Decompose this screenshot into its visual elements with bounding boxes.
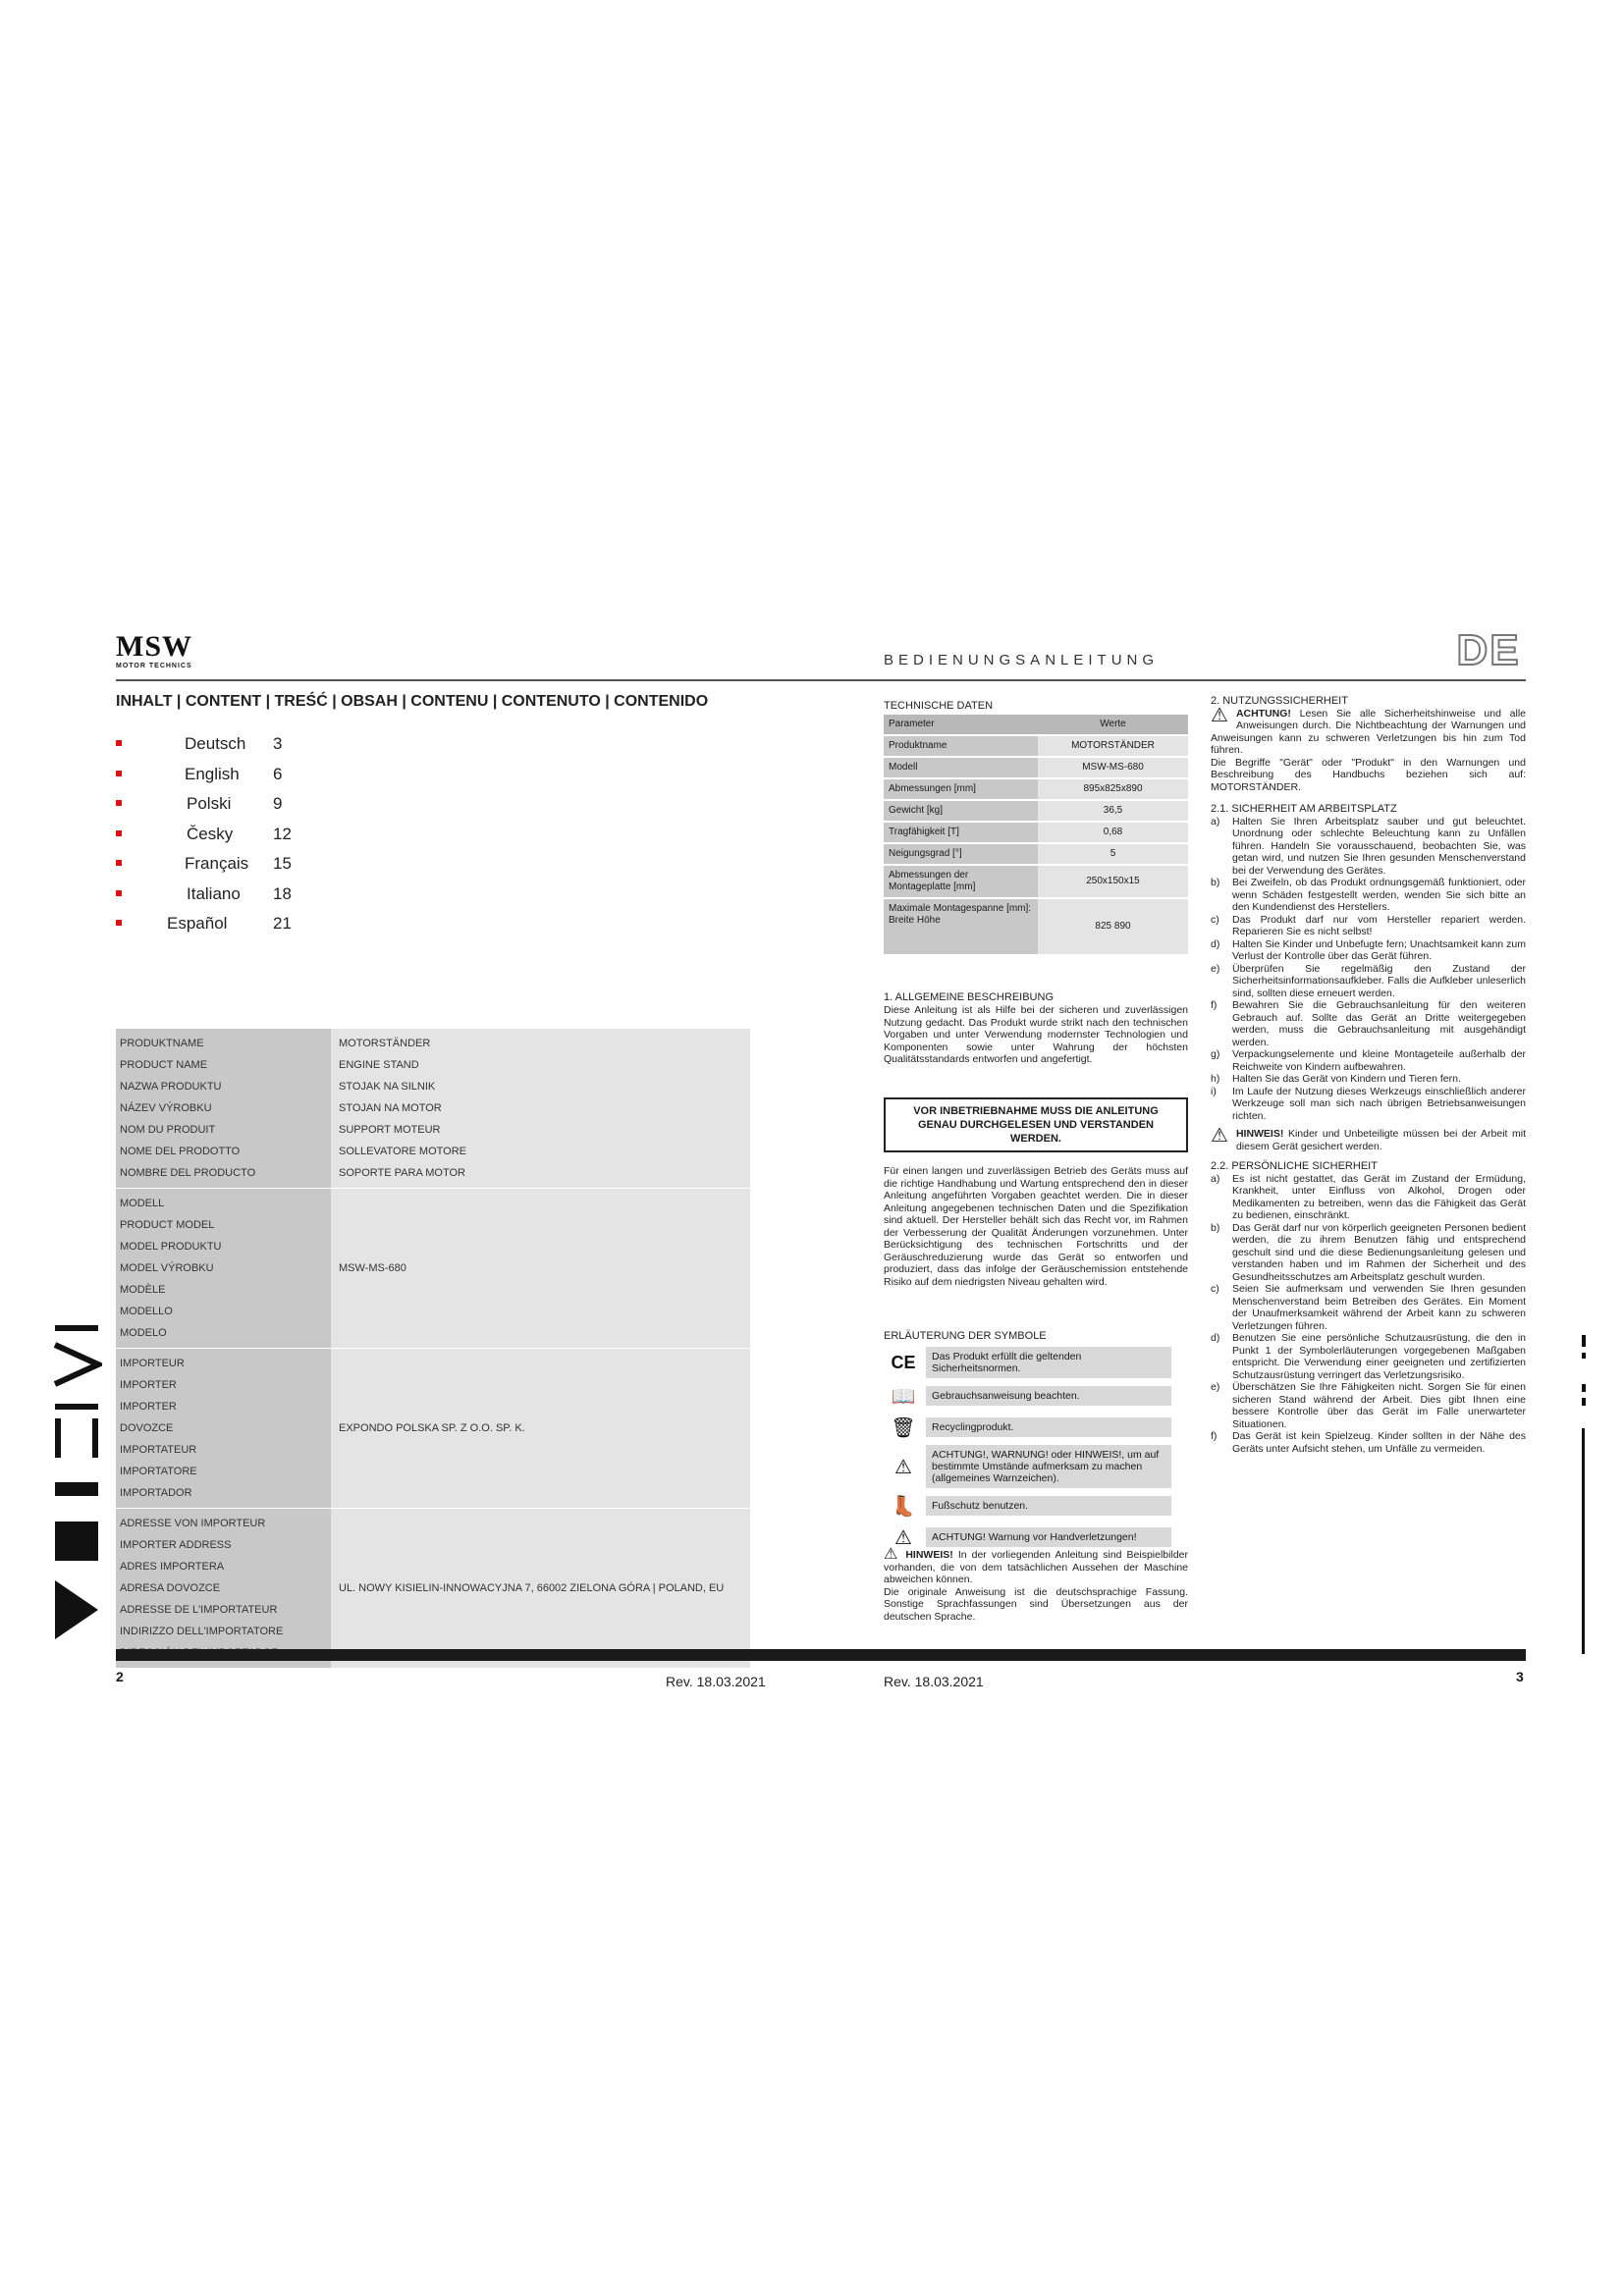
note-text: In der vorliegenden Anleitung sind Beispielbilder vorhanden, die von dem tatsächlichen Aussehen der Maschine abweichen können.	[884, 1549, 1188, 1585]
tech-table-header	[884, 715, 1188, 734]
list-text: Überprüfen Sie regelmäßig den Zustand der Sicherheitsinformationsaufkleber. Falls die Aufkleber unleserlich sind, sollten diese erneuert werden.	[1232, 962, 1526, 999]
product-field-value: SOLLEVATORE MOTORE	[339, 1146, 466, 1157]
list-marker: i)	[1211, 1085, 1217, 1097]
tech-row	[884, 899, 1188, 954]
product-field-label: MODÈLE	[120, 1284, 166, 1296]
tech-row	[884, 866, 1188, 897]
list-item	[1211, 1283, 1526, 1332]
product-field-label: NAZWA PRODUKTU	[120, 1081, 222, 1093]
read-manual-warning-box: VOR INBETRIEBNAHME MUSS DIE ANLEITUNG GENAU DURCHGELESEN UND VERSTANDEN WERDEN.	[884, 1097, 1188, 1152]
product-table-group	[116, 1349, 750, 1509]
product-field-value: UL. NOWY KISIELIN-INNOWACYJNA 7, 66002 ZIELONA GÓRA | POLAND, EU	[339, 1582, 725, 1594]
language-badge: DE	[1456, 626, 1521, 674]
list-text: Das Produkt darf nur vom Hersteller repariert werden. Reparieren Sie es nicht selbst!	[1232, 913, 1526, 937]
left-revision: Rev. 18.03.2021	[666, 1674, 766, 1689]
recycling-bin-icon: 🗑	[891, 1416, 916, 1439]
list-item	[1211, 1048, 1526, 1073]
tech-value: 250x150x15	[1038, 866, 1188, 897]
list-item	[1211, 963, 1526, 1000]
toc-lang: Deutsch	[185, 734, 246, 753]
tech-row	[884, 779, 1188, 799]
product-field-label: NOME DEL PRODOTTO	[120, 1146, 241, 1157]
toc-page: 12	[273, 824, 292, 843]
hint-label: HINWEIS!	[1235, 1128, 1284, 1140]
section1-text: Diese Anleitung ist als Hilfe bei der sicheren und zuverlässigen Nutzung gedacht. Das Produkt wurde strikt nach den technischen Vorgaben und unter Verwendung modernster Technologien und Komponenten sowie unter Wahrung der höchsten Qualitätsstandards entworfen und angefertigt.	[884, 1004, 1188, 1065]
note-label: HINWEIS!	[905, 1549, 953, 1561]
list-marker: f)	[1211, 999, 1218, 1011]
product-field-label: MODELL	[120, 1198, 165, 1209]
product-field-label: IMPORTATEUR	[120, 1444, 197, 1456]
list-marker: a)	[1211, 815, 1220, 828]
section2-title: 2. NUTZUNGSSICHERHEIT	[1211, 695, 1348, 707]
list-text: Halten Sie Kinder und Unbefugte fern; Unachtsamkeit kann zum Verlust der Kontrolle über das Gerät führen.	[1232, 937, 1526, 962]
left-page-number: 2	[116, 1669, 124, 1684]
bullet-icon	[116, 890, 122, 896]
foot-protection-icon: 👢	[891, 1495, 916, 1518]
tech-param: Tragfähigkeit [T]	[884, 823, 1038, 842]
tech-data-table	[884, 715, 1188, 956]
list-text: Bei Zweifeln, ob das Produkt ordnungsgemäß funktioniert, oder wenn Schäden festgestellt werden, wenden Sie sich bitte an den Kundendienst des Herstellers.	[1232, 877, 1526, 913]
product-field-value: SOPORTE PARA MOTOR	[339, 1167, 465, 1179]
symbol-row	[889, 1347, 1188, 1378]
toc-page: 3	[273, 734, 283, 753]
product-field-label: MODELLO	[120, 1306, 173, 1317]
warning-triangle-icon: ⚠	[894, 1456, 912, 1478]
hand-injury-warning-icon: ⚠	[894, 1526, 912, 1549]
right-page-number: 3	[1516, 1669, 1524, 1684]
symbol-row	[889, 1414, 1188, 1441]
list-item	[1211, 1173, 1526, 1222]
edge-mark	[1582, 1353, 1586, 1359]
list-text: Halten Sie Ihren Arbeitsplatz sauber und gut beleuchtet. Unordnung oder schlechte Beleuchtung kann zu Unfällen führen. Handeln Sie vorausschauend, beobachten Sie, was getan wird, und nutzen Sie Ihren gesunden Menschenverstand bei der Verwendung des Gerätes.	[1232, 815, 1526, 877]
product-field-value: MSW-MS-680	[339, 1262, 406, 1274]
tech-head-param: Parameter	[884, 715, 1038, 734]
toc-page: 15	[273, 854, 292, 873]
tech-value: 36,5	[1038, 801, 1188, 821]
toc-lang: English	[185, 764, 240, 783]
tech-row	[884, 736, 1188, 756]
product-field-label: NOM DU PRODUIT	[120, 1124, 216, 1136]
warning-triangle-icon: ⚠	[1211, 1128, 1228, 1147]
tech-value: 895x825x890	[1038, 779, 1188, 799]
product-field-label: NOMBRE DEL PRODUCTO	[120, 1167, 256, 1179]
list-text: Überschätzen Sie Ihre Fähigkeiten nicht. Sorgen Sie für einen sicheren Stand während der Arbeit. Dies gibt Ihnen eine bessere Kontrolle über das Gerät im Falle unerwarteter Situationen.	[1232, 1381, 1526, 1430]
tech-param: Produktname	[884, 736, 1038, 756]
product-field-label: IMPORTATORE	[120, 1466, 197, 1477]
tech-value: 5	[1038, 844, 1188, 864]
tech-param: Maximale Montagespanne [mm]: Breite Höhe	[884, 899, 1038, 954]
symbol-row	[889, 1492, 1188, 1520]
list-marker: e)	[1211, 962, 1220, 975]
logo-sub-text: MOTOR TECHNICS	[116, 663, 192, 669]
product-field-value: ENGINE STAND	[339, 1059, 419, 1071]
list-marker: g)	[1211, 1048, 1220, 1060]
product-info-table	[116, 1029, 750, 1669]
product-field-label: MODELO	[120, 1327, 167, 1339]
toc-lang: Česky	[187, 824, 234, 843]
list-text: Benutzen Sie eine persönliche Schutzausrüstung, die den in Punkt 1 der Symbolerläuterungen vorgegebenen Maßgaben entspricht. Die Verwendung einer geeigneten und zertifizierten Schutzausrüstung verringert das Verletzungsrisiko.	[1232, 1332, 1526, 1381]
tech-param: Neigungsgrad [°]	[884, 844, 1038, 864]
right-revision: Rev. 18.03.2021	[884, 1674, 984, 1689]
ce-mark-icon: CE	[891, 1352, 916, 1372]
product-field-value: EXPONDO POLSKA SP. Z O.O. SP. K.	[339, 1422, 525, 1434]
product-field-label: PRODUCT NAME	[120, 1059, 208, 1071]
product-field-label: IMPORTER	[120, 1401, 177, 1413]
warning-triangle-icon: ⚠	[884, 1546, 898, 1563]
product-field-value: MOTORSTÄNDER	[339, 1038, 431, 1049]
edge-mark	[1582, 1335, 1586, 1347]
product-table-group	[116, 1189, 750, 1349]
list-marker: b)	[1211, 877, 1220, 888]
bullet-icon	[116, 830, 122, 836]
tech-param: Modell	[884, 758, 1038, 777]
product-field-label: ADRESSE DE L'IMPORTATEUR	[120, 1604, 278, 1616]
product-field-label: PRODUKTNAME	[120, 1038, 204, 1049]
tech-title: TECHNISCHE DATEN	[884, 700, 994, 712]
toc-lang: Polski	[187, 794, 232, 813]
header-divider	[116, 679, 1526, 681]
tech-row	[884, 823, 1188, 842]
symbol-text: Fußschutz benutzen.	[926, 1496, 1171, 1516]
tech-value: MOTORSTÄNDER	[1038, 736, 1188, 756]
hint-text: Kinder und Unbeteiligte müssen bei der Arbeit mit diesem Gerät gesichert werden.	[1235, 1128, 1526, 1152]
list-marker: a)	[1211, 1172, 1220, 1185]
warn-label: ACHTUNG!	[1235, 707, 1291, 720]
tech-row	[884, 844, 1188, 864]
toc-page: 18	[273, 883, 292, 903]
product-field-label: MODEL PRODUKTU	[120, 1241, 222, 1253]
list-text: Verpackungselemente und kleine Montageteile außerhalb der Reichweite von Kindern aufbewahren.	[1232, 1048, 1526, 1073]
list-item	[1211, 877, 1526, 914]
symbol-text: ACHTUNG! Warnung vor Handverletzungen!	[926, 1527, 1171, 1547]
product-field-label: ADRESSE VON IMPORTEUR	[120, 1518, 266, 1529]
list-item	[1211, 1222, 1526, 1284]
list-text: Bewahren Sie die Gebrauchsanleitung für den weiteren Gebrauch auf. Sollte das Gerät an Dritte weitergegeben werden, muss die Gebrauchsanleitung mit ausgehändigt werden.	[1232, 999, 1526, 1048]
bullet-icon	[116, 860, 122, 866]
tech-value: 825 890	[1038, 899, 1188, 954]
product-field-value: STOJAK NA SILNIK	[339, 1081, 436, 1093]
bullet-icon	[116, 800, 122, 806]
product-field-label: IMPORTADOR	[120, 1487, 192, 1499]
product-field-value: SUPPORT MOTEUR	[339, 1124, 441, 1136]
toc-page: 9	[273, 794, 283, 813]
product-field-label: NÁZEV VÝROBKU	[120, 1102, 212, 1114]
symbol-text: Das Produkt erfüllt die geltenden Sicherheitsnormen.	[926, 1347, 1171, 1378]
edge-mark	[1582, 1384, 1586, 1392]
msw-logo	[116, 630, 224, 672]
product-field-label: IMPORTER ADDRESS	[120, 1539, 232, 1551]
tech-head-value: Werte	[1038, 715, 1188, 734]
product-field-label: ADRES IMPORTERA	[120, 1561, 225, 1573]
section2-intro: Die Begriffe "Gerät" oder "Produkt" in den Warnungen und Beschreibung des Handbuchs beziehen sich auf: MOTORSTÄNDER.	[1211, 756, 1526, 793]
toc-lang: Español	[167, 914, 228, 933]
warning-triangle-icon: ⚠	[1211, 707, 1228, 726]
toc-title: INHALT | CONTENT | TREŚĆ | OBSAH | CONTENU | CONTENUTO | CONTENIDO	[116, 693, 709, 710]
symbols-list	[889, 1347, 1188, 1555]
warn-text: Lesen Sie alle Sicherheitshinweise und alle Anweisungen durch. Die Nichtbeachtung der Warnungen und Anweisungen kann zu schweren Verletzungen bis hin zum Tod führen.	[1211, 707, 1526, 756]
section1-text2: Für einen langen und zuverlässigen Betrieb des Geräts muss auf die richtige Handhabung und Wartung entsprechend den in dieser Anleitung angeführten Vorgaben geachtet werden. Die in dieser Anleitung angegebenen technischen Daten und die Spezifikation sind aktuell. Der Hersteller behält sich das Recht vor, im Rahmen der Verbesserung der Qualität Änderungen vorzunehmen. Unter Berücksichtigung des technischen Fortschritts und der Geräuschreduzierung wurde das Gerät so entworfen und produziert, dass das infolge der Geräuschemission entstehende Risiko auf dem niedrigsten Niveau gehalten wird.	[884, 1165, 1188, 1288]
list-marker: c)	[1211, 1283, 1219, 1295]
list-item	[1211, 999, 1526, 1048]
sub1-title: 2.1. SICHERHEIT AM ARBEITSPLATZ	[1211, 803, 1397, 815]
list-text: Es ist nicht gestattet, das Gerät im Zustand der Ermüdung, Krankheit, unter Einfluss von Alkohol, Drogen oder Medikamenten zu betreiben, wenn das die Fähigkeit das Gerät zu bedienen, einschränkt.	[1232, 1172, 1526, 1221]
product-field-value: STOJAN NA MOTOR	[339, 1102, 442, 1114]
symbol-text: Recyclingprodukt.	[926, 1417, 1171, 1437]
note-text2: Die originale Anweisung ist die deutschsprachige Fassung. Sonstige Sprachfassungen sind Übersetzungen aus der deutschen Sprache.	[884, 1585, 1188, 1623]
tech-param: Gewicht [kg]	[884, 801, 1038, 821]
footer-bar	[116, 1649, 1526, 1661]
symbol-row	[889, 1382, 1188, 1410]
list-text: Das Gerät darf nur von körperlich geeigneten Personen bedient werden, die zu ihrem Benutzen fähig und entsprechend geschult sind und die diese Bedienungsanleitung gelesen und verstanden haben und im Rahmen der Sicherheit und des Gesundheitsschutzes am Arbeitsplatz geschult wurden.	[1232, 1221, 1526, 1283]
list-item	[1211, 816, 1526, 878]
sub1-list	[1211, 816, 1526, 1123]
product-field-label: INDIRIZZO DELL'IMPORTATORE	[120, 1626, 284, 1637]
symbols-title: ERLÄUTERUNG DER SYMBOLE	[884, 1330, 1047, 1342]
tech-value: MSW-MS-680	[1038, 758, 1188, 777]
list-item	[1211, 914, 1526, 938]
edge-mark	[1582, 1398, 1586, 1406]
symbol-text: ACHTUNG!, WARNUNG! oder HINWEIS!, um auf bestimmte Umstände aufmerksam zu machen (allgemeines Warnzeichen).	[926, 1445, 1171, 1488]
sub2-title: 2.2. PERSÖNLICHE SICHERHEIT	[1211, 1160, 1378, 1172]
list-item	[1211, 1332, 1526, 1381]
symbol-text: Gebrauchsanweisung beachten.	[926, 1386, 1171, 1406]
tech-value: 0,68	[1038, 823, 1188, 842]
list-marker: e)	[1211, 1381, 1220, 1393]
list-marker: c)	[1211, 913, 1219, 926]
section1-title: 1. ALLGEMEINE BESCHREIBUNG	[884, 991, 1054, 1003]
list-item	[1211, 1086, 1526, 1123]
product-field-label: DOVOZCE	[120, 1422, 174, 1434]
toc-lang: Français	[185, 854, 249, 873]
list-marker: d)	[1211, 1332, 1220, 1344]
list-marker: b)	[1211, 1221, 1220, 1234]
list-item	[1211, 1073, 1526, 1086]
tech-param: Abmessungen [mm]	[884, 779, 1038, 799]
tech-row	[884, 758, 1188, 777]
list-marker: h)	[1211, 1073, 1220, 1085]
symbol-row	[889, 1445, 1188, 1488]
list-text: Seien Sie aufmerksam und verwenden Sie Ihren gesunden Menschenverstand beim Betreiben des Gerätes. Ein Moment der Unaufmerksamkeit während der Arbeit kann zu schweren Verletzungen führen.	[1232, 1283, 1526, 1332]
edge-mark	[1582, 1428, 1585, 1654]
bullet-icon	[116, 740, 122, 746]
tech-param: Abmessungen der Montageplatte [mm]	[884, 866, 1038, 897]
sub2-list	[1211, 1173, 1526, 1456]
toc-page: 6	[273, 764, 283, 783]
product-field-label: ADRESA DOVOZCE	[120, 1582, 221, 1594]
product-field-label: IMPORTEUR	[120, 1358, 185, 1369]
product-table-group	[116, 1029, 750, 1189]
list-text: Das Gerät ist kein Spielzeug. Kinder sollten in der Nähe des Geräts unter Aufsicht stehen, um Unfälle zu vermeiden.	[1232, 1430, 1526, 1455]
list-marker: f)	[1211, 1430, 1218, 1442]
list-item	[1211, 1381, 1526, 1430]
section2-column	[1211, 695, 1526, 1455]
bullet-icon	[116, 920, 122, 926]
symbols-note	[884, 1546, 1188, 1623]
toc-lang: Italiano	[187, 883, 241, 903]
logo-main-text: MSW	[116, 630, 192, 663]
read-manual-icon: 📖	[891, 1385, 916, 1408]
list-item	[1211, 938, 1526, 963]
manual-title: BEDIENUNGSANLEITUNG	[884, 652, 1160, 668]
product-field-label: IMPORTER	[120, 1379, 177, 1391]
list-marker: d)	[1211, 937, 1220, 950]
tech-row	[884, 801, 1188, 821]
bullet-icon	[116, 771, 122, 776]
product-table-group	[116, 1509, 750, 1669]
symbol-row	[889, 1523, 1188, 1551]
list-text: Im Laufe der Nutzung dieses Werkzeugs einschließlich anderer Werkzeuge soll man sich nach übrigen Betriebsanweisungen richten.	[1232, 1085, 1526, 1122]
toc-page: 21	[273, 914, 292, 933]
list-item	[1211, 1430, 1526, 1455]
product-field-label: PRODUCT MODEL	[120, 1219, 215, 1231]
list-text: Halten Sie das Gerät von Kindern und Tieren fern.	[1232, 1073, 1461, 1085]
product-field-label: MODEL VÝROBKU	[120, 1262, 214, 1274]
side-brand-logo-icon	[51, 1325, 102, 1649]
